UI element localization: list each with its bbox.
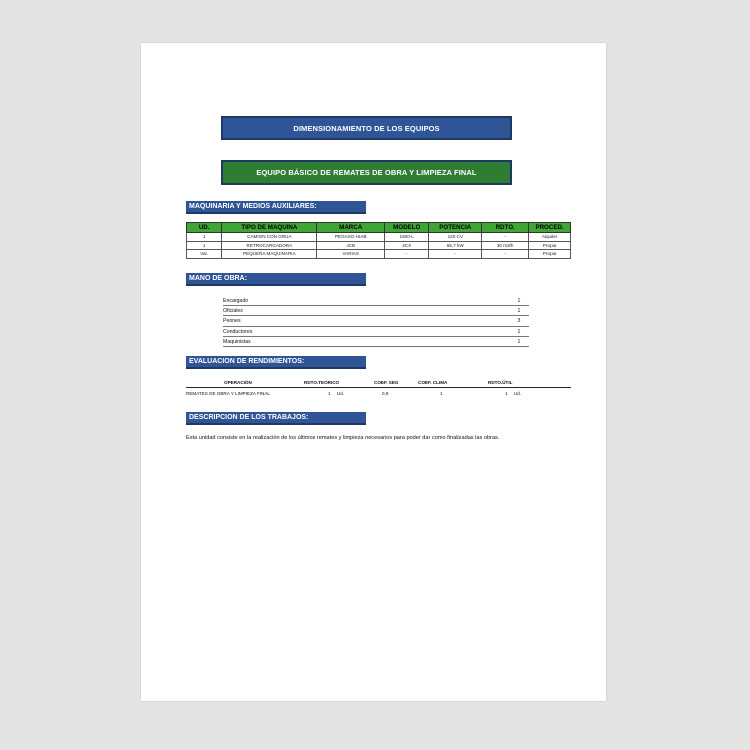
table-row	[187, 241, 571, 250]
cell-teorico	[304, 388, 374, 398]
table-row	[187, 233, 571, 242]
table-row	[187, 250, 571, 259]
cell-modelo: -	[385, 250, 429, 259]
cell-potencia: 55,7 kW	[429, 241, 482, 250]
col-header-seg: COEF. SEG	[374, 380, 399, 385]
section-descripcion-heading: DESCRIPCION DE LOS TRABAJOS:	[186, 412, 366, 425]
col-header-tipo: TIPO DE MAQUINA	[222, 223, 317, 233]
document-title: DIMENSIONAMIENTO DE LOS EQUIPOS	[221, 116, 512, 140]
rendimientos-table	[186, 378, 571, 398]
cell-seg: 0,9	[382, 391, 389, 396]
col-header-teorico: RDTO.TEORICO	[304, 380, 340, 385]
mano-obra-list	[223, 296, 529, 347]
col-header-rdto: RDTO.	[482, 223, 529, 233]
mano-value: 1	[517, 338, 521, 345]
cell-ud: Var.	[187, 250, 222, 259]
cell-clima: 1	[440, 391, 443, 396]
col-header-util: RDTO.ÚTIL	[488, 380, 513, 385]
cell-tipo: PEQUEÑA MAQUINARIA	[222, 250, 317, 259]
col-header-potencia: POTENCIA	[429, 223, 482, 233]
col-header-ud: UD.	[187, 223, 222, 233]
cell-modelo: 2CX	[385, 241, 429, 250]
cell-util	[488, 388, 548, 398]
cell-marca: JCB	[317, 241, 385, 250]
cell-marca: VARIAS	[317, 250, 385, 259]
cell-proced: Propia	[529, 241, 571, 250]
document-page	[141, 43, 606, 701]
cell-ud: 1	[187, 241, 222, 250]
mano-label: Peones	[223, 318, 241, 325]
mano-label: Oficiales	[223, 308, 243, 315]
cell-potencia: 120 CV	[429, 233, 482, 242]
teorico-value: 1	[328, 391, 331, 396]
cell-tipo: CAMION CON GRUA	[222, 233, 317, 242]
table-row	[186, 388, 571, 398]
mano-value: 1	[517, 328, 521, 335]
maquinaria-table	[186, 222, 571, 259]
cell-ud: 1	[187, 233, 222, 242]
mano-value: 3	[517, 318, 521, 325]
teorico-unit: Ud.	[336, 391, 345, 396]
col-header-proced: PROCED.	[529, 223, 571, 233]
list-item	[223, 337, 529, 347]
mano-label: Encargado	[223, 298, 249, 304]
cell-rdto: -	[482, 233, 529, 242]
util-unit: Ud.	[513, 391, 522, 396]
col-header-marca: MARCA	[317, 223, 385, 233]
cell-tipo: RETROCARGADORA	[222, 241, 317, 250]
cell-potencia: -	[429, 250, 482, 259]
document-subtitle: EQUIPO BÁSICO DE REMATES DE OBRA Y LIMPIEZA FINAL	[221, 160, 512, 185]
util-value: 1	[505, 391, 508, 396]
list-item	[223, 296, 529, 306]
descripcion-text: Esta unidad consiste en la realización de los últimos remates y limpieza necesarios para poder dar como finalizadas las obras.	[186, 435, 500, 441]
cell-rdto: -	[482, 250, 529, 259]
cell-marca: PEGASO HIAB	[317, 233, 385, 242]
cell-modelo: 1600-L	[385, 233, 429, 242]
cell-operacion: REMATES DE OBRA Y LIMPIEZA FINAL	[186, 391, 270, 396]
cell-proced: Propia	[529, 250, 571, 259]
mano-value: 1	[517, 308, 521, 315]
table-header-row	[186, 378, 571, 388]
section-mano-obra-heading: MANO DE OBRA:	[186, 273, 366, 286]
mano-value: 1	[517, 298, 521, 304]
list-item	[223, 327, 529, 337]
section-maquinaria-heading: MAQUINARIA Y MEDIOS AUXILIARES:	[186, 201, 366, 214]
cell-proced: Alquiler	[529, 233, 571, 242]
cell-rdto: 30 m3/h	[482, 241, 529, 250]
list-item	[223, 316, 529, 326]
mano-label: Conductores	[223, 328, 253, 335]
mano-label: Maquinistas	[223, 338, 251, 345]
col-header-operacion: OPERACIÓN	[224, 380, 252, 385]
col-header-clima: COEF. CLIMA	[418, 380, 448, 385]
section-rendimientos-heading: EVALUACION DE RENDIMIENTOS:	[186, 356, 366, 369]
list-item	[223, 306, 529, 316]
col-header-modelo: MODELO	[385, 223, 429, 233]
table-header-row	[187, 223, 571, 233]
